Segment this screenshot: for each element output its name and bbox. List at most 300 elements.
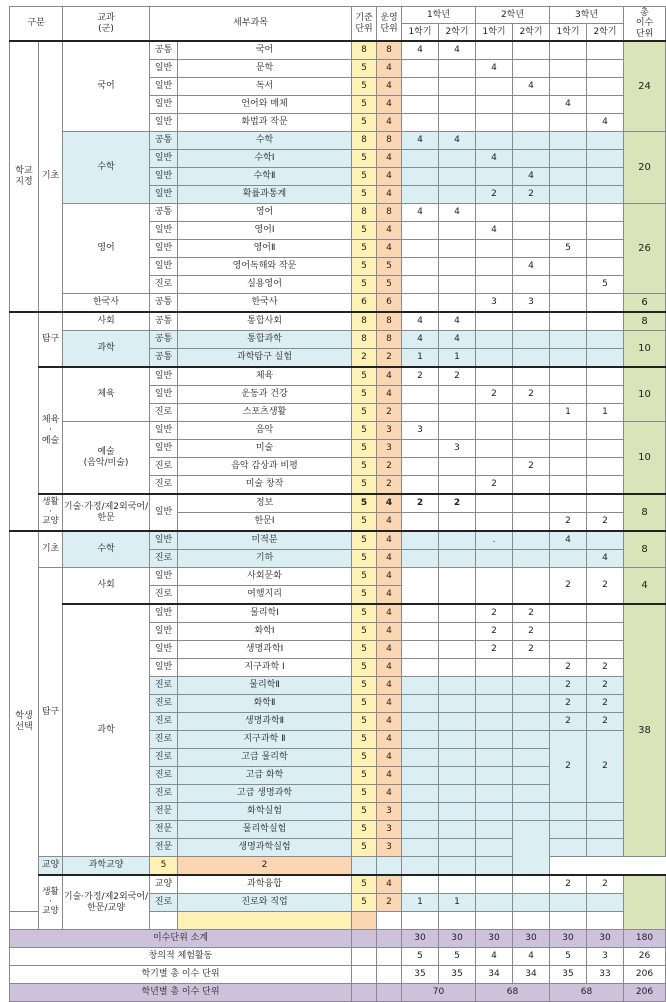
- row-sem: [439, 404, 476, 422]
- row-sem: [439, 857, 476, 876]
- row-type: 진로: [150, 476, 178, 495]
- header-sem: 2학기: [587, 24, 624, 42]
- row-subject: 체육: [178, 367, 352, 386]
- row-subject: 화학Ⅰ: [178, 623, 352, 641]
- row-subject: 미술 창작: [178, 476, 352, 495]
- row-base: 5: [352, 731, 377, 749]
- row-run: 4: [377, 550, 402, 568]
- row-run: 4: [377, 168, 402, 186]
- header-sem: 1학기: [550, 24, 587, 42]
- row-sem: 2: [550, 513, 587, 532]
- row-sem: 2: [587, 513, 624, 532]
- row-sem: [513, 114, 550, 132]
- row-sem: 4: [402, 331, 439, 349]
- row-sem: [550, 222, 587, 240]
- row-base: 5: [352, 240, 377, 258]
- row-sem: [439, 422, 476, 440]
- row-sem: [513, 677, 550, 695]
- summary-value: 35: [550, 966, 587, 984]
- row-sem: [550, 440, 587, 458]
- row-subject: 통합사회: [178, 312, 352, 331]
- row-sem: [550, 331, 587, 349]
- row-subject: 여행지리: [178, 586, 352, 605]
- row-type: 일반: [150, 568, 178, 586]
- row-sem: [587, 60, 624, 78]
- row-sem: [476, 550, 513, 568]
- row-subject: 문학: [178, 60, 352, 78]
- group-math: 수학: [63, 132, 150, 204]
- row-sem: [402, 531, 439, 550]
- row-sem: [402, 240, 439, 258]
- row-sem: [439, 240, 476, 258]
- row-sem: [402, 568, 439, 605]
- row-sem: [476, 132, 513, 150]
- row-sem: [439, 150, 476, 168]
- row-base: 5: [352, 458, 377, 476]
- row-subject: 고급 생명과학: [178, 785, 352, 803]
- row-run: 2: [178, 857, 352, 876]
- row-type: 일반: [150, 258, 178, 276]
- row-sem: [439, 839, 476, 857]
- row-type: 일반: [150, 440, 178, 458]
- row-sem: [439, 476, 476, 495]
- row-run: 3: [377, 839, 402, 857]
- row-sem: 4: [513, 258, 550, 276]
- row-subject: 수학Ⅰ: [178, 150, 352, 168]
- row-type: 교양: [150, 875, 178, 894]
- row-type: 진로: [150, 458, 178, 476]
- row-sem: [439, 659, 476, 677]
- row-sem: [587, 641, 624, 659]
- row-run: 4: [377, 96, 402, 114]
- row-sem: [439, 386, 476, 404]
- row-sem: [550, 294, 587, 313]
- summary-blank: [352, 930, 377, 948]
- row-type: [10, 912, 39, 930]
- group-total: 6: [624, 294, 666, 313]
- header-grade3: 3학년: [550, 7, 624, 24]
- row-sem: [550, 912, 587, 930]
- group-science: 과학: [63, 331, 150, 368]
- row-sem: [550, 604, 587, 623]
- row-run: 4: [377, 623, 402, 641]
- row-type: 일반: [150, 186, 178, 204]
- row-sem: 4: [439, 312, 476, 331]
- row-sem: 2: [402, 494, 439, 513]
- row-sem: [550, 821, 587, 839]
- row-sem: [476, 168, 513, 186]
- row-subject: 생명과학Ⅰ: [178, 641, 352, 659]
- row-sem: [476, 875, 513, 894]
- summary-year-total-label: 학년별 총 이수 단위: [10, 984, 352, 1002]
- row-sem: [550, 803, 587, 821]
- row-subject: 미술: [178, 440, 352, 458]
- row-base: 5: [352, 785, 377, 803]
- group-total: 8: [624, 531, 666, 568]
- row-base: 5: [352, 677, 377, 695]
- row-base: 5: [352, 749, 377, 767]
- row-sem: 2: [513, 186, 550, 204]
- row-run: 3: [377, 422, 402, 440]
- header-detail: 세부과목: [150, 7, 352, 42]
- group-english: 영어: [63, 204, 150, 294]
- row-sem: 2: [513, 386, 550, 404]
- row-sem: 2: [587, 713, 624, 731]
- row-subject: 영어독해와 작문: [178, 258, 352, 276]
- row-sem: [476, 367, 513, 386]
- row-sem: 2: [550, 695, 587, 713]
- row-sem: [587, 821, 624, 839]
- row-type: 공통: [150, 294, 178, 313]
- row-sem: [439, 186, 476, 204]
- group-total: 24: [624, 41, 666, 132]
- summary-activity-label: 창의적 체험활동: [10, 948, 352, 966]
- row-subject: 물리학Ⅱ: [178, 677, 352, 695]
- row-base: 8: [352, 41, 377, 60]
- row-sem: [439, 531, 476, 550]
- row-sem: [513, 912, 550, 930]
- row-type: 일반: [150, 386, 178, 404]
- row-sem: 4: [476, 222, 513, 240]
- row-sem: [550, 78, 587, 96]
- row-sem: [476, 494, 513, 513]
- row-sem: [402, 912, 439, 930]
- row-sem: [439, 60, 476, 78]
- row-run: 4: [377, 659, 402, 677]
- row-sem: 1: [439, 894, 476, 912]
- row-subject: 생명과학Ⅱ: [178, 713, 352, 731]
- row-sem: [476, 803, 513, 821]
- row-run: 2: [377, 349, 402, 368]
- row-sem: [587, 386, 624, 404]
- summary-value: 70: [402, 984, 476, 1002]
- group-total: 8: [624, 494, 666, 531]
- row-sem: [476, 731, 513, 749]
- row-run: 4: [377, 60, 402, 78]
- group-total: 10: [624, 367, 666, 422]
- row-base: 5: [352, 404, 377, 422]
- header-sem: 2학기: [513, 24, 550, 42]
- row-type: 일반: [150, 659, 178, 677]
- row-sem: 1: [439, 349, 476, 368]
- row-run: 4: [377, 568, 402, 586]
- row-sem: [439, 550, 476, 568]
- row-base: 6: [352, 294, 377, 313]
- row-run: 4: [377, 641, 402, 659]
- row-subject: 물리학Ⅰ: [178, 604, 352, 623]
- row-sem: [439, 875, 476, 894]
- row-run: 2: [377, 458, 402, 476]
- row-type: 진로: [150, 731, 178, 749]
- row-run: 4: [377, 240, 402, 258]
- row-subject: 음악: [178, 422, 352, 440]
- row-sem: [402, 677, 439, 695]
- row-sem: [587, 604, 624, 623]
- row-run: 4: [377, 785, 402, 803]
- summary-total: 206: [624, 984, 666, 1002]
- row-run: 4: [377, 386, 402, 404]
- row-sem: [587, 367, 624, 386]
- row-sem: 3: [476, 294, 513, 313]
- row-sem: [377, 857, 402, 876]
- row-subject: 사회문화: [178, 568, 352, 586]
- row-sem: [513, 150, 550, 168]
- group-art: 예술 (음악/미술): [63, 422, 150, 495]
- row-subject: 지구과학 Ⅰ: [178, 659, 352, 677]
- row-sem: [550, 458, 587, 476]
- row-sem: [476, 857, 513, 876]
- row-sem: [476, 713, 513, 731]
- row-base: 5: [352, 821, 377, 839]
- row-subject: 과학탐구 실험: [178, 349, 352, 368]
- row-sem: [402, 803, 439, 821]
- row-sem: [402, 513, 439, 532]
- row-sem: [587, 422, 624, 440]
- row-type: 일반: [150, 604, 178, 623]
- row-base: 2: [352, 349, 377, 368]
- row-run: 5: [377, 276, 402, 294]
- row-run: 4: [377, 713, 402, 731]
- row-sem: 1: [550, 404, 587, 422]
- row-run: 5: [377, 258, 402, 276]
- header-total: 총 이수 단위: [624, 7, 666, 42]
- row-sem: [476, 458, 513, 476]
- row-sem: [476, 312, 513, 331]
- row-sem: 2: [402, 367, 439, 386]
- row-base: 5: [352, 695, 377, 713]
- summary-blank: [377, 984, 402, 1002]
- row-sem: [513, 132, 550, 150]
- row-sem: [587, 150, 624, 168]
- row-sem: 3: [402, 422, 439, 440]
- row-run: 2: [377, 894, 402, 912]
- group-total: 20: [624, 132, 666, 204]
- area-basic: 기초: [39, 41, 63, 312]
- row-sem: [513, 803, 550, 821]
- row-base: 5: [352, 440, 377, 458]
- row-type: 일반: [150, 222, 178, 240]
- row-sem: [550, 349, 587, 368]
- row-sem: [402, 550, 439, 568]
- row-sem: [550, 186, 587, 204]
- header-sem: 1학기: [402, 24, 439, 42]
- row-sem: [439, 513, 476, 532]
- row-sem: [439, 767, 476, 785]
- row-type: 진로: [150, 767, 178, 785]
- row-sem: 4: [439, 204, 476, 222]
- row-subject: 한문Ⅰ: [178, 513, 352, 532]
- row-type: 진로: [150, 677, 178, 695]
- row-sem: [476, 440, 513, 458]
- row-subject: 음악 감상과 비평: [178, 458, 352, 476]
- row-sem: [439, 641, 476, 659]
- row-base: 5: [352, 894, 377, 912]
- row-sem: [513, 204, 550, 222]
- row-run: 3: [377, 440, 402, 458]
- header-sem: 1학기: [476, 24, 513, 42]
- row-sem: 2: [513, 458, 550, 476]
- row-sem: [550, 476, 587, 495]
- row-sem: [439, 695, 476, 713]
- row-run: 8: [377, 312, 402, 331]
- row-sem: [439, 276, 476, 294]
- row-subject: 과학교양: [63, 857, 150, 876]
- row-sem: [476, 821, 513, 839]
- row-type: 일반: [150, 531, 178, 550]
- summary-value: 30: [476, 930, 513, 948]
- row-sem: 4: [439, 41, 476, 60]
- row-sem: [513, 513, 550, 532]
- summary-total: 206: [624, 966, 666, 984]
- row-sem: [513, 494, 550, 513]
- row-sem: [513, 422, 550, 440]
- row-sem: [587, 531, 624, 550]
- row-sem: [402, 659, 439, 677]
- row-sem: 4: [587, 114, 624, 132]
- row-sem: [439, 114, 476, 132]
- row-sem: [587, 458, 624, 476]
- row-type: 일반: [150, 150, 178, 168]
- row-sem: [513, 312, 550, 331]
- row-subject: 영어: [178, 204, 352, 222]
- row-sem: [439, 96, 476, 114]
- row-subject: 독서: [178, 78, 352, 96]
- row-sem: [513, 713, 550, 731]
- row-sem: 4: [402, 41, 439, 60]
- row-sem: [587, 803, 624, 821]
- row-sem: 2: [550, 731, 587, 803]
- row-sem: [513, 367, 550, 386]
- row-sem: [402, 785, 439, 803]
- row-base: 5: [352, 114, 377, 132]
- row-type: 공통: [150, 41, 178, 60]
- row-sem: [402, 150, 439, 168]
- row-base: 5: [352, 641, 377, 659]
- row-sem: 5: [550, 240, 587, 258]
- row-sem: [402, 695, 439, 713]
- row-base: 5: [352, 604, 377, 623]
- row-type: 일반: [150, 96, 178, 114]
- summary-value: 30: [513, 930, 550, 948]
- row-sem: [402, 222, 439, 240]
- row-sem: 2: [513, 641, 550, 659]
- row-sem: 4: [439, 132, 476, 150]
- row-sem: [587, 312, 624, 331]
- row-subject: 지구과학 Ⅱ: [178, 731, 352, 749]
- row-sem: 1: [402, 349, 439, 368]
- summary-value: 30: [439, 930, 476, 948]
- row-sem: [587, 494, 624, 513]
- row-sem: [587, 222, 624, 240]
- row-sem: [439, 749, 476, 767]
- row-sem: [550, 60, 587, 78]
- row-sem: 2: [476, 641, 513, 659]
- row-run: 2: [377, 476, 402, 495]
- row-type: 진로: [150, 404, 178, 422]
- row-sem: 2: [513, 604, 550, 623]
- row-sem: [513, 531, 550, 550]
- row-base: 5: [150, 857, 178, 876]
- row-run: 4: [377, 586, 402, 605]
- row-run: 4: [377, 604, 402, 623]
- row-base: 8: [352, 312, 377, 331]
- row-sem: [476, 767, 513, 785]
- row-base: 5: [352, 513, 377, 532]
- group-total: 38: [624, 604, 666, 857]
- row-subject: 언어와 매체: [178, 96, 352, 114]
- row-sem: 2: [476, 476, 513, 495]
- row-sem: 2: [550, 568, 587, 605]
- row-sem: [513, 659, 550, 677]
- summary-value: 68: [476, 984, 550, 1002]
- row-sem: [476, 349, 513, 368]
- row-sem: [439, 677, 476, 695]
- row-base: 5: [352, 422, 377, 440]
- summary-value: 34: [513, 966, 550, 984]
- row-type: 일반: [150, 78, 178, 96]
- row-sem: [476, 240, 513, 258]
- summary-value: 33: [587, 966, 624, 984]
- row-base: 5: [352, 276, 377, 294]
- row-base: 5: [352, 839, 377, 857]
- row-sem: [550, 839, 587, 857]
- row-sem: [402, 476, 439, 495]
- row-run: 8: [377, 331, 402, 349]
- row-sem: 4: [402, 132, 439, 150]
- row-sem: [439, 803, 476, 821]
- row-base: 8: [352, 331, 377, 349]
- header-gubun: 구분: [10, 7, 63, 42]
- row-type: 교양: [39, 857, 63, 876]
- group-history: 한국사: [63, 294, 150, 313]
- summary-value: 34: [476, 966, 513, 984]
- row-sem: [377, 912, 402, 930]
- row-sem: 4: [476, 150, 513, 168]
- row-sem: 2: [550, 713, 587, 731]
- row-sem: [513, 731, 550, 749]
- row-run: 4: [377, 114, 402, 132]
- row-sem: 3: [513, 294, 550, 313]
- row-run: 2: [377, 404, 402, 422]
- row-run: 6: [377, 294, 402, 313]
- row-run: 4: [377, 531, 402, 550]
- row-sem: [513, 476, 550, 495]
- row-sem: [402, 258, 439, 276]
- row-sem: [550, 168, 587, 186]
- row-sem: 2: [439, 494, 476, 513]
- group-total: 10: [624, 422, 666, 495]
- row-sem: [587, 78, 624, 96]
- row-type: 일반: [150, 168, 178, 186]
- row-subject: 기하: [178, 550, 352, 568]
- row-type: 진로: [150, 785, 178, 803]
- summary-value: 4: [476, 948, 513, 966]
- row-sem: [513, 894, 550, 912]
- row-base: 5: [352, 623, 377, 641]
- section-school-required-cont: [10, 312, 39, 531]
- row-type: 진로: [150, 276, 178, 294]
- header-grade2: 2학년: [476, 7, 550, 24]
- summary-total: 26: [624, 948, 666, 966]
- row-sem: [550, 41, 587, 60]
- row-subject: 국어: [178, 41, 352, 60]
- group-math-choice: 수학: [63, 531, 150, 568]
- row-sem: [476, 695, 513, 713]
- row-sem: [402, 168, 439, 186]
- row-sem: 2: [476, 186, 513, 204]
- row-sem: [513, 404, 550, 422]
- group-total: 10: [624, 331, 666, 368]
